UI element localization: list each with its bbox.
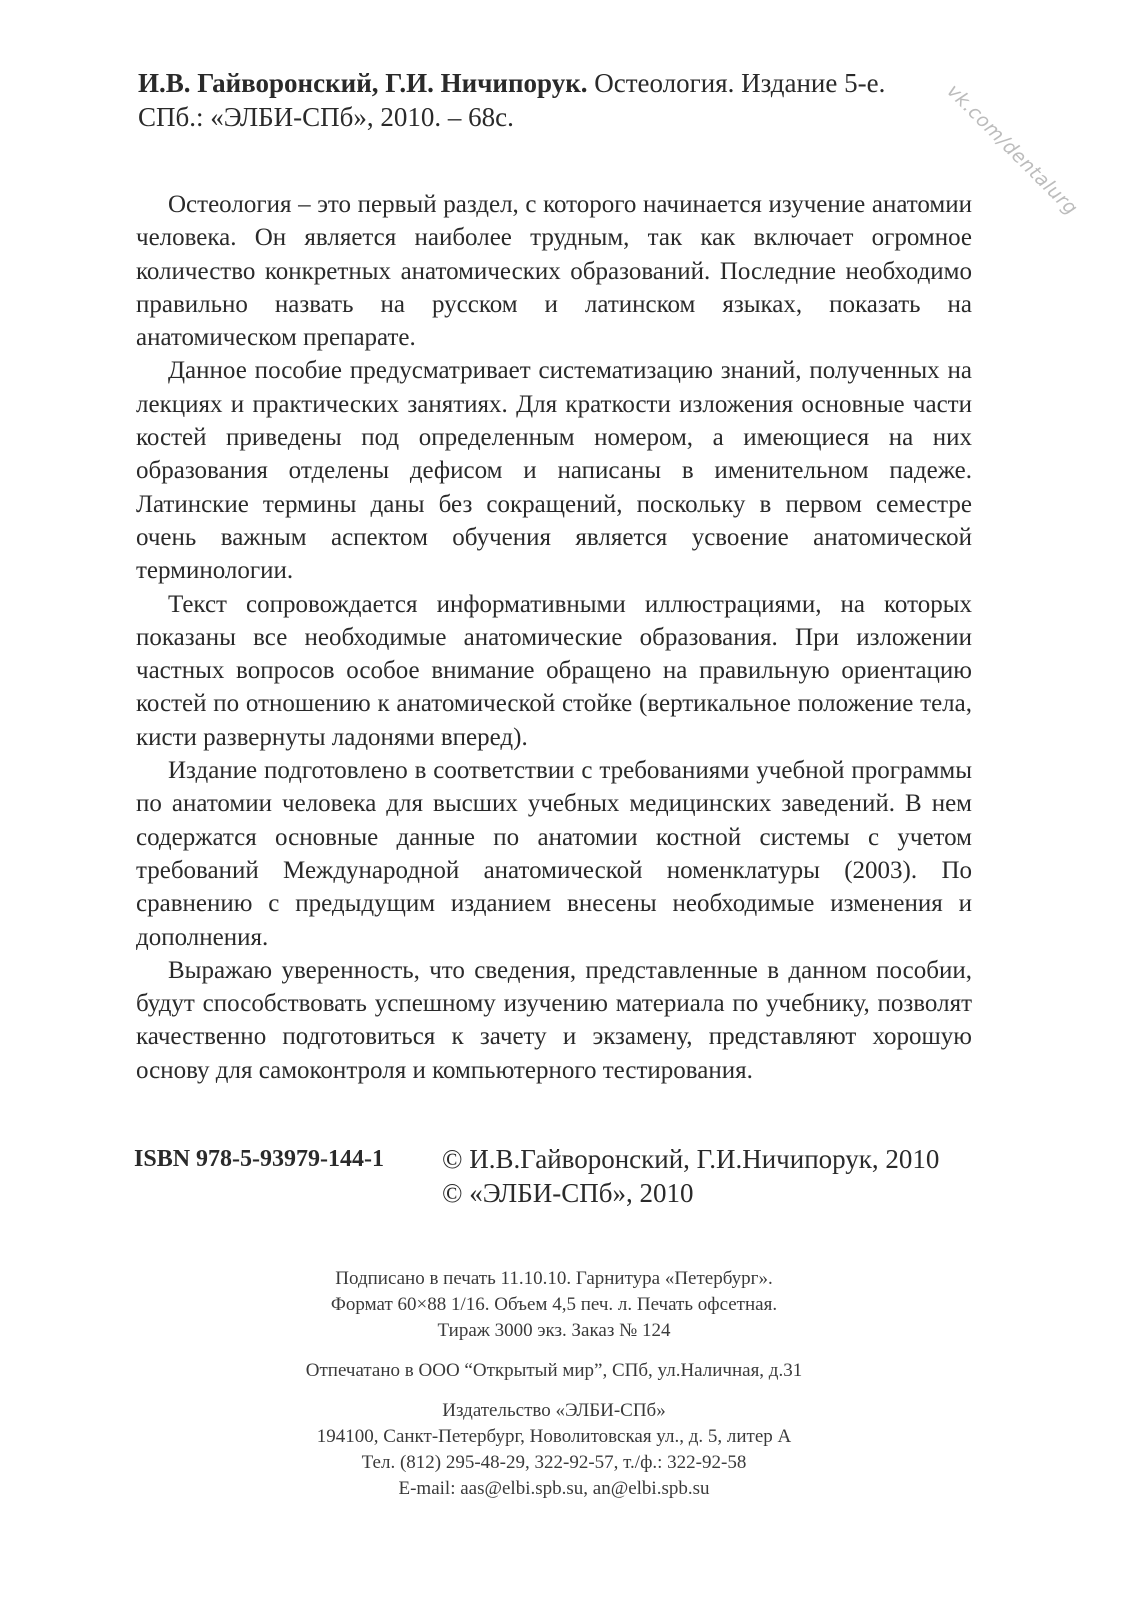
paragraph: Издание подготовлено в соответствии с требованиями учебной программы по анатомии человека для высших учебных медицинских заведений. В нем содержатся основные данные по анатомии костной системы с учетом требований Международной анатомической номенклатуры (2003). По сравнению с предыдущим изданием внесены необходимые изменения и дополнения. — [136, 757, 972, 951]
paragraph: Выражаю уверенность, что сведения, представленные в данном пособии, будут способствовать успешному изучению материала по учебнику, позволят качественно подготовиться к зачету и экзамену, представляют хорошую основу для самоконтроля и компьютерного тестирования. — [136, 956, 972, 1084]
title-edition: Остеология. Издание 5-е. — [594, 68, 886, 98]
bibliographic-header — [138, 66, 968, 134]
authors: И.В. Гайворонский, Г.И. Ничипорук. — [138, 68, 588, 98]
print-details-line: Тираж 3000 экз. Заказ № 124 — [437, 1320, 671, 1341]
bibliographic-line-1 — [138, 66, 968, 100]
watermark: vk.com/dentalurg — [942, 80, 1082, 220]
annotation-text — [136, 188, 972, 1087]
copyright-notices — [442, 1142, 939, 1210]
publisher-email: E-mail: aas@elbi.spb.su, an@elbi.spb.su — [398, 1478, 710, 1499]
copyright-publisher: © «ЭЛБИ-СПб», 2010 — [442, 1178, 694, 1208]
paragraph: Данное пособие предусматривает систематизацию знаний, полученных на лекциях и практических занятиях. Для краткости изложения основные части костей приведены под определенным номером, а имеющиеся на них образования отделены дефисом и написаны в именительном падеже. Латинские термины даны без сокращений, поскольку в первом семестре очень важным аспектом обучения является усвоение анатомической терминологии. — [136, 357, 972, 585]
print-details — [136, 1266, 972, 1344]
publisher-address: 194100, Санкт-Петербург, Новолитовская ул., д. 5, литер А — [316, 1426, 792, 1447]
publisher-line: СПб.: «ЭЛБИ-СПб», 2010. – 68с. — [138, 102, 514, 132]
publisher-name: Издательство «ЭЛБИ-СПб» — [442, 1400, 666, 1421]
publisher-contacts — [136, 1398, 972, 1502]
printed-by — [136, 1358, 972, 1384]
paragraph: Остеология – это первый раздел, с которого начинается изучение анатомии человека. Он является наиболее трудным, так как включает огромное количество конкретных анатомических образований. Последние необходимо правильно назвать на русском и латинском языках, показать на анатомическом препарате. — [136, 191, 972, 352]
copyright-authors: © И.В.Гайворонский, Г.И.Ничипорук, 2010 — [442, 1144, 940, 1174]
isbn: ISBN 978-5-93979-144-1 — [134, 1146, 384, 1172]
print-details-line: Подписано в печать 11.10.10. Гарнитура «Петербург». — [335, 1268, 773, 1289]
print-details-line: Формат 60×88 1/16. Объем 4,5 печ. л. Печать офсетная. — [330, 1294, 778, 1315]
paragraph: Текст сопровождается информативными иллюстрациями, на которых показаны все необходимые анатомические образования. При изложении частных вопросов особое внимание обращено на правильную ориентацию костей по отношению к анатомической стойке (вертикальное положение тела, кисти развернуты ладонями вперед). — [136, 590, 972, 751]
publisher-phone: Тел. (812) 295-48-29, 322-92-57, т./ф.: 322-92-58 — [361, 1452, 747, 1473]
printed-by-line: Отпечатано в ООО “Открытый мир”, СПб, ул.Наличная, д.31 — [305, 1360, 803, 1381]
